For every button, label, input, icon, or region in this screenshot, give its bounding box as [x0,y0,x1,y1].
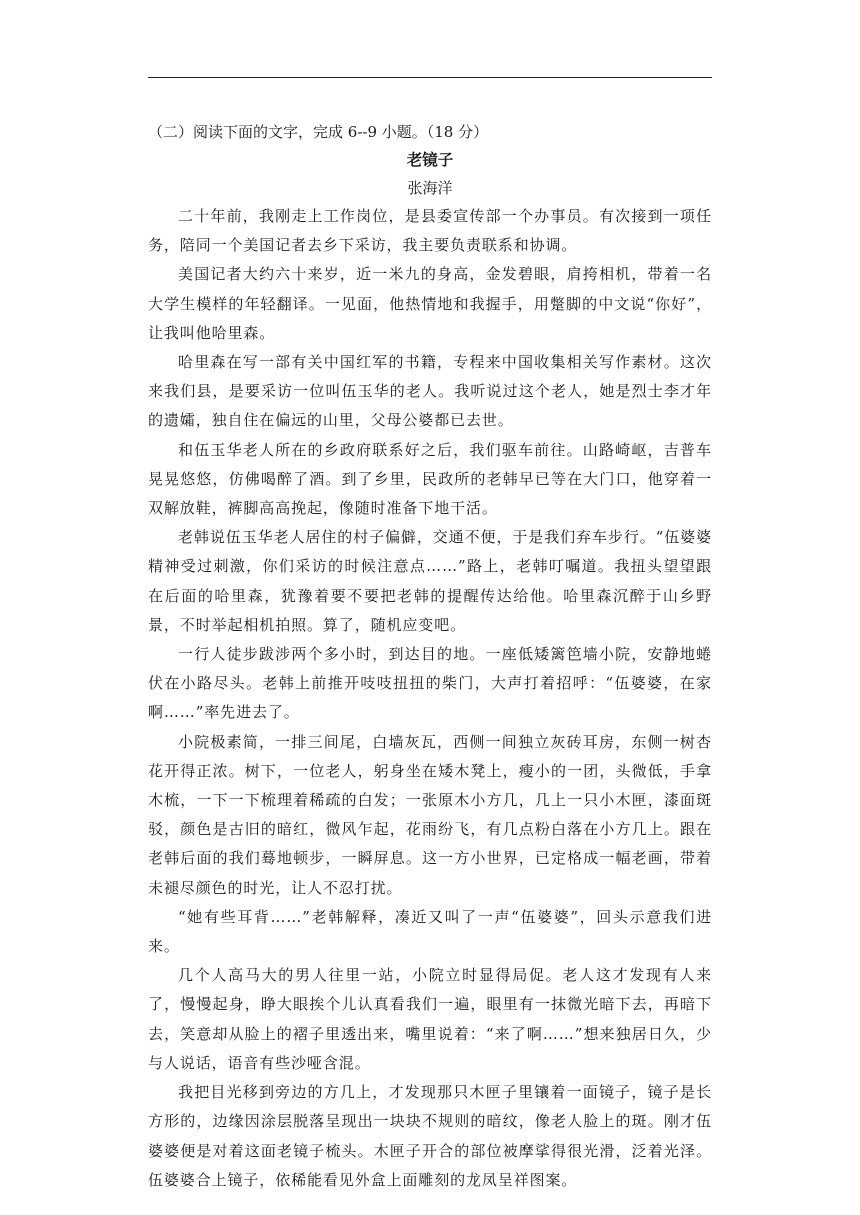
paragraph: 美国记者大约六十来岁，近一米九的身高，金发碧眼，肩挎相机，带着一名大学生模样的年轻翻译。一见面，他热情地和我握手，用蹩脚的中文说“你好”，让我叫他哈里森。 [148,265,712,342]
paragraph: 一行人徒步跋涉两个多小时，到达目的地。一座低矮篱笆墙小院，安静地蜷伏在小路尽头。老韩上前推开吱吱扭扭的柴门，大声打着招呼：“伍婆婆，在家啊……”率先进去了。 [148,645,712,722]
paragraph: “她有些耳背……”老韩解释，凑近又叫了一声“伍婆婆”，回头示意我们进来。 [148,907,712,956]
header-rule [148,77,712,78]
paragraph: 和伍玉华老人所在的乡政府联系好之后，我们驱车前往。山路崎岖，吉普车晃晃悠悠，仿佛喝醉了酒。到了乡里，民政所的老韩早已等在大门口，他穿着一双解放鞋，裤脚高高挽起，像随时准备下地干活。 [148,440,712,518]
paragraph: 老韩说伍玉华老人居住的村子偏僻，交通不便，于是我们弃车步行。“伍婆婆精神受过刺激，你们采访的时候注意点……”路上，老韩叮嘱道。我扭头望望跟在后面的哈里森，犹豫着要不要把老韩的提醒传达给他。哈里森沉醉于山乡野景，不时举起相机拍照。算了，随机应变吧。 [148,528,712,634]
paragraph: 二十年前，我刚走上工作岗位，是县委宣传部一个办事员。有次接到一项任务，陪同一个美国记者去乡下采访，我主要负责联系和协调。 [148,207,712,255]
article-title: 老镜子 [406,150,454,169]
paragraph: 哈里森在写一部有关中国红军的书籍，专程来中国收集相关写作素材。这次来我们县，是要采访一位叫伍玉华的老人。我听说过这个老人，她是烈士李才年的遗孀，独自住在偏远的山里，父母公婆都已去世。 [148,353,712,430]
article [148,118,712,1195]
article-author: 张海洋 [407,179,453,197]
section-heading: （二）阅读下面的文字，完成 6--9 小题。（18 分） [148,123,489,141]
paragraph: 我把目光移到旁边的方几上，才发现那只木匣子里镶着一面镜子，镜子是长方形的，边缘因涂层脱落呈现出一块块不规则的暗纹，像老人脸上的斑。刚才伍婆婆便是对着这面老镜子梳头。木匣子开合的部位被摩挲得很光滑，泛着光泽。伍婆婆合上镜子，依稀能看见外盒上面雕刻的龙凤呈祥图案。 [148,1083,712,1189]
paragraph: 几个人高马大的男人往里一站，小院立时显得局促。老人这才发现有人来了，慢慢起身，睁大眼挨个儿认真看我们一遍，眼里有一抹微光暗下去，再暗下去，笑意却从脸上的褶子里透出来，嘴里说着：“来了啊……”想来独居日久，少与人说话，语音有些沙哑含混。 [148,966,712,1072]
paragraph: 小院极素简，一排三间尾，白墙灰瓦，西侧一间独立灰砖耳房，东侧一树杏花开得正浓。树下，一位老人，躬身坐在矮木凳上，瘦小的一团，头微低，手拿木梳，一下一下梳理着稀疏的白发；一张原木小方几，几上一只小木匣，漆面斑驳，颜色是古旧的暗红，微风乍起，花雨纷飞，有几点粉白落在小方几上。跟在老韩后面的我们蓦地顿步，一瞬屏息。这一方小世界，已定格成一幅老画，带着未褪尽颜色的时光，让人不忍打扰。 [148,732,712,897]
